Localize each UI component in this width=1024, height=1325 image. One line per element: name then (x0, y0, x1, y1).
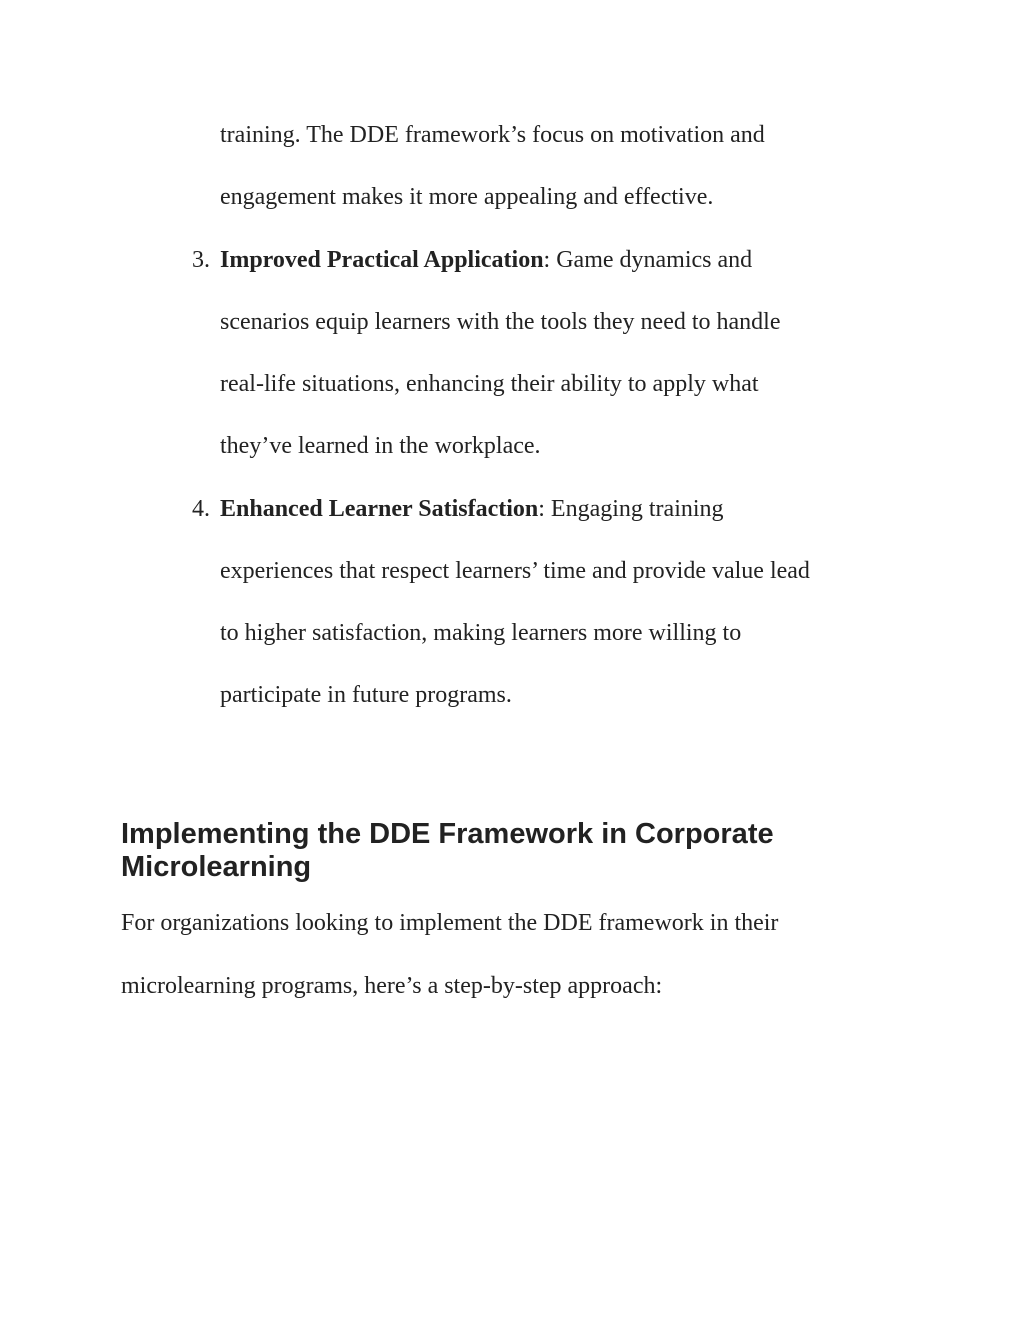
list-item-first-line (220, 494, 724, 524)
list-item-first-line (220, 245, 752, 275)
list-item-text: : Engaging training (538, 496, 724, 522)
list-item-line: they’ve learned in the workplace. (220, 433, 541, 459)
list-item-title: Improved Practical Application (220, 247, 544, 273)
list-item-line: real-life situations, enhancing their ability to apply what (220, 371, 759, 397)
list-item-text: : Game dynamics and (543, 247, 753, 273)
list-continued-line: engagement makes it more appealing and effective. (220, 184, 714, 210)
list-item-line: to higher satisfaction, making learners more willing to (220, 620, 742, 646)
list-item-number: 3. (192, 247, 210, 273)
paragraph-line: For organizations looking to implement the DDE framework in their (121, 910, 779, 936)
list-continued-line: training. The DDE framework’s focus on motivation and (220, 122, 765, 148)
section-heading: Implementing the DDE Framework in Corporate Microlearning (121, 818, 774, 883)
list-item-line: participate in future programs. (220, 682, 512, 708)
list-item-number: 4. (192, 496, 210, 522)
list-item-line: experiences that respect learners’ time and provide value lead (220, 558, 810, 584)
list-item-title: Enhanced Learner Satisfaction (220, 496, 539, 522)
list-item-line: scenarios equip learners with the tools they need to handle (220, 309, 781, 335)
paragraph-line: microlearning programs, here’s a step-by-step approach: (121, 973, 663, 999)
